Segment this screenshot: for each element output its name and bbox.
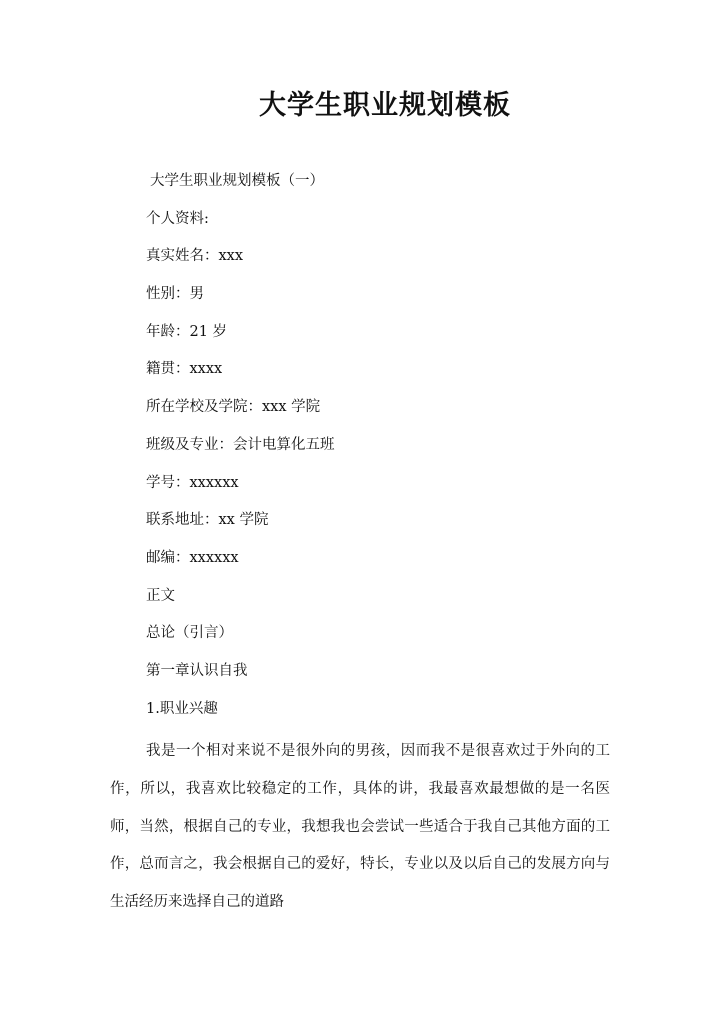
- document-body-lines: [146, 170, 616, 735]
- main-text-heading: 正文: [146, 587, 175, 604]
- postcode-line: 邮编：xxxxxx: [146, 549, 239, 566]
- body-paragraph: 我是一个相对来说不是很外向的男孩，因而我不是很喜欢过于外向的工作，所以，我喜欢比较稳定的工作，具体的讲，我最喜欢最想做的是一名医师，当然，根据自己的专业，我想我也会尝试一些适合于我自己其他方面的工作，总而言之，我会根据自己的爱好，特长，专业以及以后自己的发展方向与生活经历来选择自己的道路: [110, 743, 610, 911]
- document-title: 大学生职业规划模板: [259, 90, 511, 121]
- native-place-line: 籍贯：xxxx: [146, 361, 223, 378]
- subtitle-line: 大学生职业规划模板（一）: [150, 173, 324, 189]
- address-line: 联系地址：xx 学院: [146, 512, 269, 529]
- school-line: 所在学校及学院：xxx 学院: [146, 399, 321, 416]
- gender-line: 性别：男: [146, 286, 204, 303]
- chapter-one-heading: 第一章认识自我: [146, 662, 248, 679]
- class-major-line: 班级及专业：会计电算化五班: [146, 436, 335, 453]
- introduction-heading: 总论（引言）: [146, 625, 233, 642]
- section-heading: 1.职业兴趣: [146, 700, 218, 717]
- real-name-line: 真实姓名：xxx: [146, 248, 244, 265]
- age-line: 年龄：21 岁: [146, 323, 228, 340]
- student-id-line: 学号：xxxxxx: [146, 474, 239, 491]
- personal-info-heading: 个人资料:: [146, 210, 209, 227]
